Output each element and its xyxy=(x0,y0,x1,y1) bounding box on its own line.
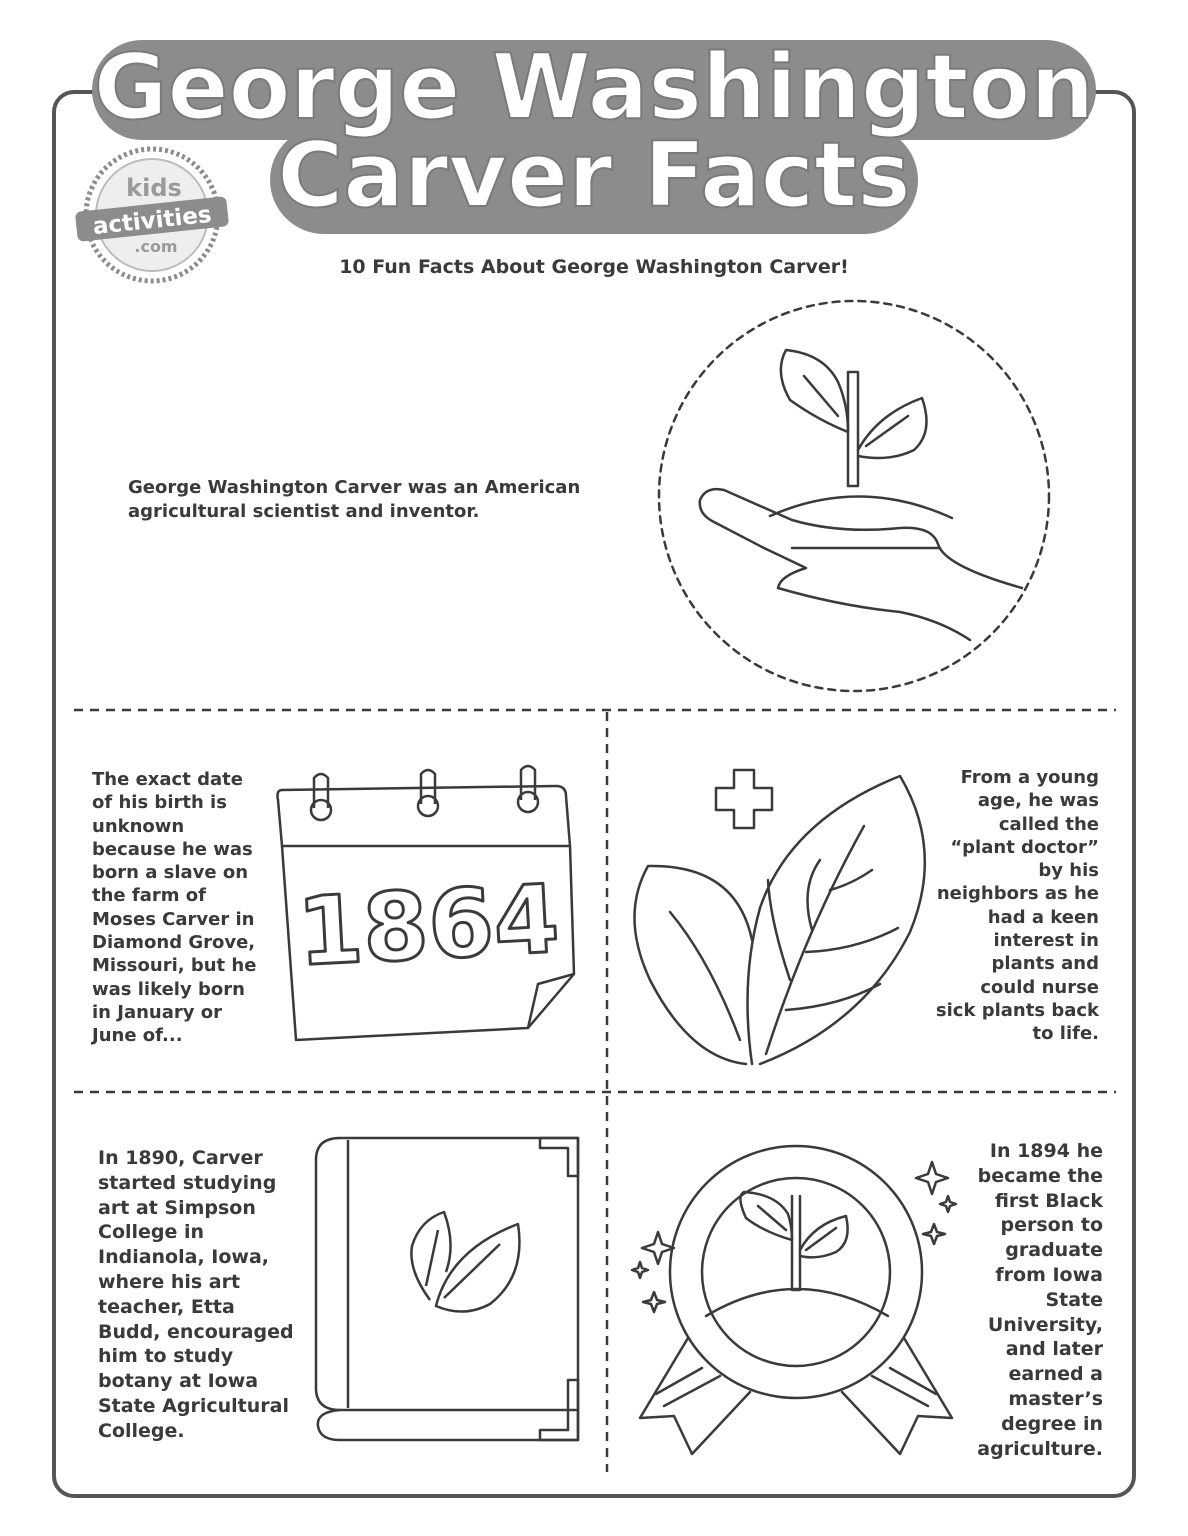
subtitle: 10 Fun Facts About George Washington Carver! xyxy=(339,256,849,278)
calendar-icon xyxy=(278,766,575,1040)
title-line-1: George Washington xyxy=(93,35,1095,140)
fact-plant-doctor: From a young age, he was called the “plant doctor” by his neighbors as he had a keen interest in plants and could nurse sick plants back to life. xyxy=(935,767,1099,1045)
fact-birth: The exact date of his birth is unknown because he was born a slave on the farm of Moses Carver in Diamond Grove, Missouri, but he was likely born in January or June of... xyxy=(92,769,257,1047)
calendar-year: 1864 xyxy=(294,865,562,988)
fact-iowa-state: In 1894 he became the first Black person to graduate from Iowa State University, and later earned a master’s degree in agriculture. xyxy=(977,1140,1103,1460)
award-medal-icon xyxy=(632,1146,956,1454)
hand-sprout-icon xyxy=(659,301,1049,691)
plant-doctor-leaf-icon xyxy=(634,770,924,1064)
logo-activities: activities xyxy=(91,201,213,241)
logo-com: .com xyxy=(134,237,178,256)
title-line-2: Carver Facts xyxy=(277,123,911,228)
book-leaf-icon xyxy=(316,1138,578,1440)
fact-simpson-college: In 1890, Carver started studying art at Simpson College in Indianola, Iowa, where his art teacher, Etta Budd, encouraged him to study botany at Iowa State Agricultural College. xyxy=(98,1147,294,1442)
fact-inventor: George Washington Carver was an American agricultural scientist and inventor. xyxy=(128,477,581,522)
logo-kids: kids xyxy=(126,174,182,202)
